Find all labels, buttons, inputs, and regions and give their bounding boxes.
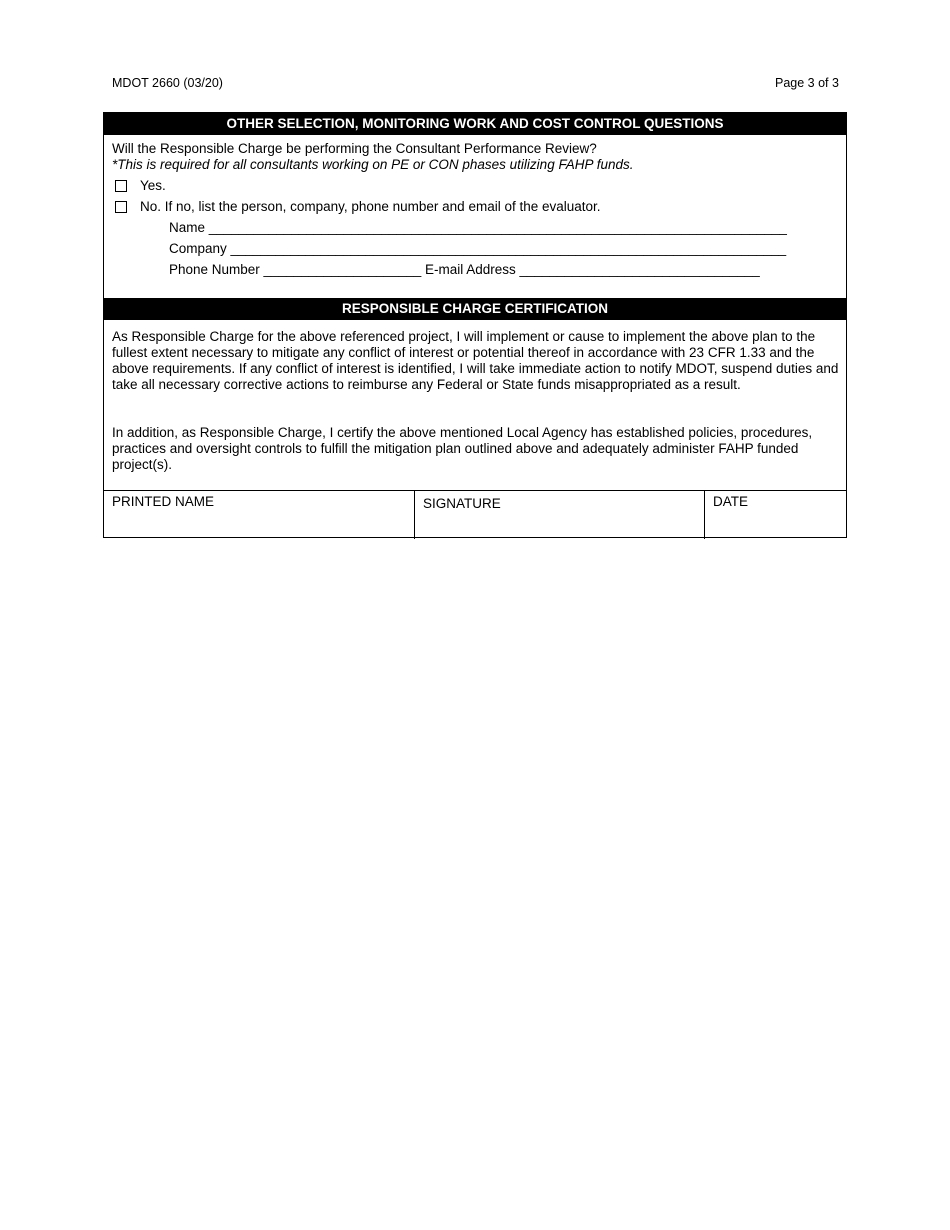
yes-checkbox[interactable] xyxy=(115,180,127,192)
section-title-selection-monitoring: OTHER SELECTION, MONITORING WORK AND COST CONTROL QUESTIONS xyxy=(104,113,846,135)
signature-label: SIGNATURE xyxy=(423,496,501,511)
page-number: Page 3 of 3 xyxy=(775,76,839,90)
form-box xyxy=(103,112,847,538)
date-cell[interactable] xyxy=(704,491,847,539)
no-label: No. If no, list the person, company, phone number and email of the evaluator. xyxy=(140,199,601,214)
printed-name-cell[interactable] xyxy=(104,491,414,539)
printed-name-label: PRINTED NAME xyxy=(112,494,215,509)
certification-paragraph-1: As Responsible Charge for the above referenced project, I will implement or cause to implement the above plan to the fullest extent necessary to mitigate any conflict of interest or potential thereof in accordance with 23 CFR 1.33 and the above requirements. If any conflict of interest is identified, I will take immediate action to notify MDOT, suspend duties and take all necessary corrective actions to reimburse any Federal or State funds misappropriated as a result. xyxy=(112,329,839,392)
evaluator-name-field[interactable]: Name _____________________________________________________________________________ xyxy=(169,220,787,235)
review-question: Will the Responsible Charge be performing the Consultant Performance Review? xyxy=(112,141,597,156)
evaluator-phone-email-field[interactable]: Phone Number _____________________ E-mail Address ________________________________ xyxy=(169,262,760,277)
signature-cell[interactable] xyxy=(414,491,704,539)
certification-paragraph-2: In addition, as Responsible Charge, I certify the above mentioned Local Agency has established policies, procedures, practices and oversight controls to fulfill the mitigation plan outlined above and adequately administer FAHP funded project(s). xyxy=(112,425,813,472)
no-checkbox[interactable] xyxy=(115,201,127,213)
signature-row xyxy=(104,490,846,538)
section-title-responsible-charge: RESPONSIBLE CHARGE CERTIFICATION xyxy=(104,298,846,320)
date-label: DATE xyxy=(713,494,749,509)
form-id: MDOT 2660 (03/20) xyxy=(112,76,223,90)
yes-label: Yes. xyxy=(140,178,166,193)
evaluator-company-field[interactable]: Company __________________________________________________________________________ xyxy=(169,241,787,256)
fahp-note: *This is required for all consultants working on PE or CON phases utilizing FAHP funds. xyxy=(112,157,634,172)
